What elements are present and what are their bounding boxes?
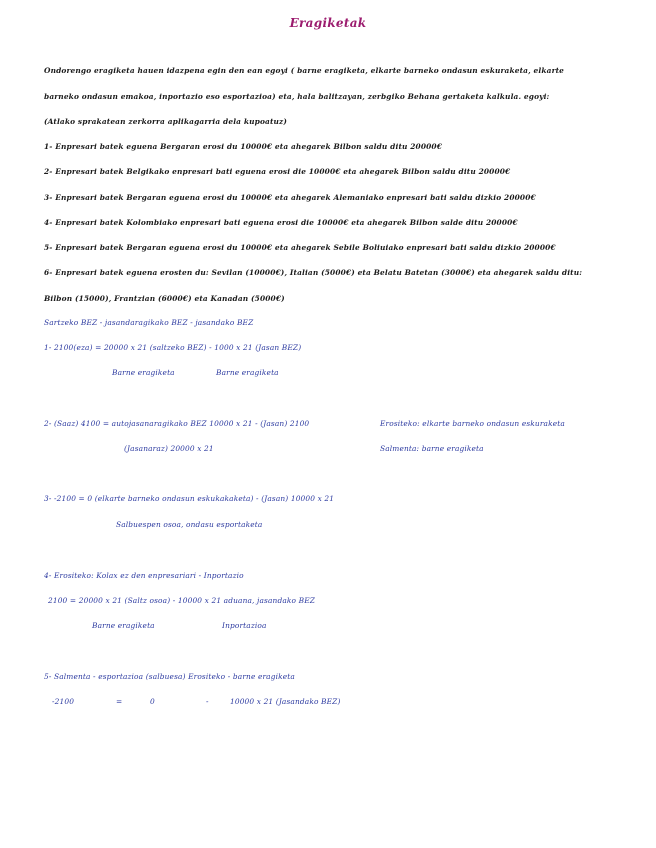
statement-4: 4- Enpresari batek Kolombiako enpresari bati eguena erosi die 10000€ eta ahegarek Bilbon salde ditu 20000€ (44, 218, 518, 227)
answer-1-line: 1- 2100(eza) = 20000 x 21 (saltzeko BEZ) - 1000 x 21 (Jasan BEZ) (44, 343, 302, 352)
intro-line: (Atlako sprakatean zerkorra aplikagarria dela kupoatuz) (44, 117, 288, 126)
statement-5: 5- Enpresari batek Bergaran eguena erosi du 10000€ eta ahegarek Sebile Boliuiako enpresari bati saldu dizkio 20000€ (44, 243, 556, 252)
answer-2-side-note: Erositeko: elkarte barneko ondasun eskuraketa (380, 419, 565, 428)
statement-3: 3- Enpresari batek Bergaran eguena erosi du 10000€ eta ahegarek Alemaniako enpresari bati saldu dizkio 20000€ (44, 193, 536, 202)
statement-6-continued: Bilbon (15000), Frantzian (6000€) eta Kanadan (5000€) (44, 294, 285, 303)
page-title: Eragiketak (289, 16, 367, 30)
formula-line: Sartzeko BEZ - jasandaragikako BEZ - jasandako BEZ (44, 318, 254, 327)
answer-5-cell: -2100 (52, 697, 75, 706)
intro-line: barneko ondasun emakoa, inportazio eso esportazioa) eta, hala balitzayan, zerbgiko Behana gertaketa kalkula. egoyi: (44, 92, 550, 101)
answer-5-cell: 10000 x 21 (Jasandako BEZ) (230, 697, 341, 706)
answer-4-note: Barne eragiketa (92, 621, 155, 630)
answer-4-line: 4- Erositeko: Kolax ez den enpresariari - Inportazio (44, 571, 244, 580)
answer-3-line: Salbuespen osoa, ondasu esportaketa (116, 520, 263, 529)
answer-3-line: 3- -2100 = 0 (elkarte barneko ondasun eskukakaketa) - (Jasan) 10000 x 21 (44, 494, 335, 503)
statement-2: 2- Enpresari batek Belgikako enpresari bati eguena erosi die 10000€ eta ahegarek Bilbon saldu ditu 20000€ (44, 167, 511, 176)
statement-1: 1- Enpresari batek eguena Bergaran erosi du 10000€ eta ahegarek Bilbon saldu ditu 20000€ (44, 142, 443, 151)
answer-1-note: Barne eragiketa (112, 368, 175, 377)
answer-5-cell: = (116, 697, 123, 706)
answer-1-note: Barne eragiketa (216, 368, 279, 377)
answer-2-line: 2- (Saaz) 4100 = autojasanaragikako BEZ 10000 x 21 - (Jasan) 2100 (44, 419, 310, 428)
intro-line: Ondorengo eragiketa hauen idazpena egin den ean egoyi ( barne eragiketa, elkarte barneko ondasun eskuraketa, elkarte (44, 66, 565, 75)
statement-6: 6- Enpresari batek eguena erosten du: Sevilan (10000€), Italian (5000€) eta Belatu Batetan (3000€) eta ahegarek saldu ditu: (44, 268, 583, 277)
answer-5-line: 5- Salmenta - esportazioa (salbuesa) Erositeko - barne eragiketa (44, 672, 295, 681)
answer-5-cell: - (206, 697, 209, 706)
answer-4-note: Inportazioa (222, 621, 267, 630)
answer-5-cell: 0 (150, 697, 155, 706)
answer-2-line: (Jasanaraz) 20000 x 21 (124, 444, 214, 453)
answer-2-side-note: Salmenta: barne eragiketa (380, 444, 484, 453)
answer-4-line: 2100 = 20000 x 21 (Saltz osoa) - 10000 x 21 aduana, jasandako BEZ (48, 596, 316, 605)
